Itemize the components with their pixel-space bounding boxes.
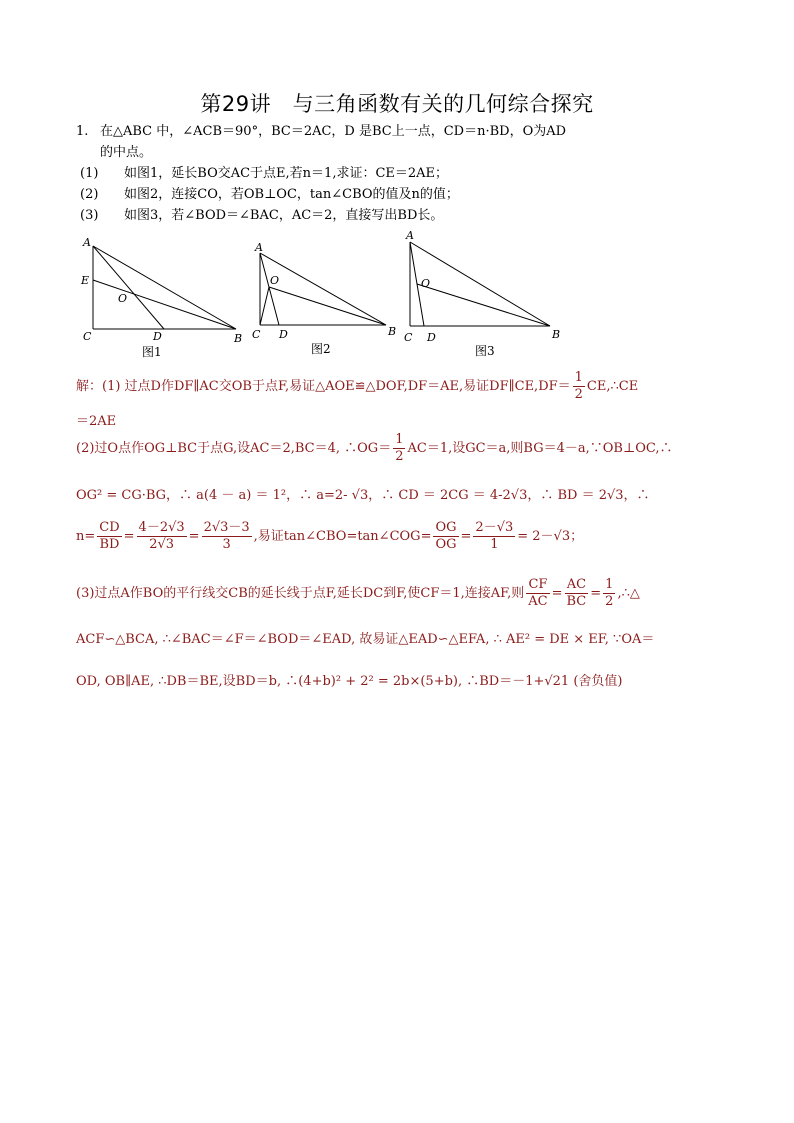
numerator: CD — [99, 520, 120, 535]
fraction — [573, 370, 585, 403]
solution-line-4: OG² = CG·BG，∴ a(4 － a) ＝ 1²，∴ a=2- √3，∴ CD ＝ 2CG ＝ 4-2√3，∴ BD ＝ 2√3，∴ — [76, 488, 650, 503]
numerator: 4－2√3 — [138, 520, 185, 535]
figure-2-caption: 图2 — [311, 342, 331, 356]
problem-part-3 — [80, 204, 443, 223]
solution-line-8: OD, OB∥AE, ∴DB＝BE,设BD＝b, ∴(4+b)² + 2² = 2b×(5+b), ∴BD＝－1+√21 (舍负值) — [76, 674, 623, 689]
solution-line-5 — [76, 520, 583, 553]
fraction — [433, 520, 458, 553]
solution-line-1 — [76, 370, 638, 403]
label-O: O — [421, 277, 431, 290]
solution-text: (3)过点A作BO的平行线交CB的延长线于点F,延长DC到F,使CF＝1,连接AF,则 — [76, 586, 525, 601]
fraction — [137, 520, 187, 553]
solution-text: = — [551, 586, 563, 601]
segment-AB — [410, 242, 550, 326]
segment-CO — [260, 287, 269, 325]
solution-line-3 — [76, 432, 672, 465]
label-O: O — [270, 274, 280, 287]
solution-text: CE,∴CE — [586, 379, 639, 394]
denominator: OG — [435, 537, 457, 552]
fraction — [393, 432, 405, 465]
label-E: E — [81, 274, 90, 287]
problem-number: 1. — [76, 124, 89, 139]
solution-text: AC＝1,设GC＝a,则BG＝4－a,∵OB⊥OC,∴ — [407, 441, 673, 456]
solution-text: = — [188, 529, 200, 544]
label-A: A — [406, 229, 414, 242]
numerator: CF — [526, 577, 549, 594]
label-B: B — [388, 325, 397, 338]
part-number: (2) — [80, 187, 99, 202]
numerator: 1 — [574, 370, 583, 385]
denominator: 2 — [605, 594, 614, 609]
label-D: D — [153, 330, 162, 343]
denominator: 2 — [395, 449, 404, 464]
numerator: 1 — [395, 432, 404, 447]
problem-stem-line1 — [76, 120, 566, 139]
figure-3 — [400, 225, 570, 350]
part-text: 如图3，若∠BOD＝∠BAC，AC＝2，直接写出BD长。 — [124, 208, 444, 223]
solution-text: = — [590, 586, 602, 601]
segment-OB — [417, 284, 550, 326]
fraction — [603, 577, 615, 610]
numerator: OG — [435, 520, 457, 535]
fraction — [565, 577, 589, 610]
problem-stem-text: 在△ABC 中，∠ACB＝90°，BC＝2AC，D 是BC上一点，CD＝n·BD，O为AD — [100, 124, 567, 139]
solution-text: (2)过O点作OG⊥BC于点G,设AC＝2,BC＝4, ∴OG＝ — [76, 441, 392, 456]
part-text: 如图1，延长BO交AC于点E,若n＝1,求证：CE＝2AE； — [124, 166, 449, 181]
segment-AD — [93, 246, 164, 329]
problem-stem-line2: 的中点。 — [100, 145, 153, 160]
denominator: BD — [99, 537, 120, 552]
segment-AB — [260, 253, 386, 325]
solution-text: ,易证tan∠CBO=tan∠COG= — [253, 529, 432, 544]
numerator: 2√3－3 — [203, 520, 250, 535]
label-D: D — [427, 331, 436, 344]
denominator: BC — [566, 594, 587, 609]
label-B: B — [552, 328, 561, 341]
part-text: 如图2，连接CO，若OB⊥OC，tan∠CBO的值及n的值； — [124, 187, 459, 202]
label-C: C — [404, 331, 413, 344]
numerator: 1 — [605, 577, 614, 592]
part-number: (1) — [80, 166, 99, 181]
denominator: 3 — [222, 537, 231, 552]
solution-text: = 2－√3； — [517, 529, 584, 544]
numerator: 2－√3 — [475, 520, 514, 535]
part-number: (3) — [80, 208, 99, 223]
segment-OB — [269, 287, 386, 325]
fraction — [473, 520, 515, 553]
page-title: 第29讲 与三角函数有关的几何综合探究 — [200, 92, 594, 116]
fraction — [202, 520, 252, 553]
fraction — [526, 577, 549, 610]
solution-text: ,∴△ — [617, 586, 640, 601]
label-D: D — [279, 328, 288, 341]
denominator: 1 — [490, 537, 499, 552]
denominator: 2√3 — [149, 537, 175, 552]
problem-part-1 — [80, 162, 448, 181]
solution-text: 解：(1) 过点D作DF∥AC交OB于点F,易证△AOE≌△DOF,DF＝AE,易证DF∥CE,DF＝ — [76, 379, 571, 394]
solution-line-2: ＝2AE — [76, 414, 117, 429]
label-O: O — [118, 292, 128, 305]
figure-3-caption: 图3 — [475, 344, 495, 358]
solution-line-7: ACF∽△BCA, ∴∠BAC＝∠F＝∠BOD＝∠EAD, 故易证△EAD∽△EFA, ∴ AE² = DE × EF, ∵OA＝ — [76, 632, 655, 647]
label-C: C — [83, 330, 92, 343]
label-C: C — [252, 328, 261, 341]
denominator: AC — [528, 594, 548, 609]
solution-line-6 — [76, 577, 640, 610]
fraction — [97, 520, 121, 553]
denominator: 2 — [574, 387, 583, 402]
label-B: B — [234, 332, 243, 345]
solution-text: = — [123, 529, 135, 544]
figure-2 — [246, 240, 406, 350]
label-A: A — [255, 241, 263, 254]
problem-part-2 — [80, 183, 459, 202]
label-A: A — [83, 236, 91, 249]
solution-text: n= — [76, 529, 96, 544]
figure-1-caption: 图1 — [142, 345, 162, 359]
solution-text: = — [460, 529, 472, 544]
numerator: AC — [565, 577, 589, 594]
